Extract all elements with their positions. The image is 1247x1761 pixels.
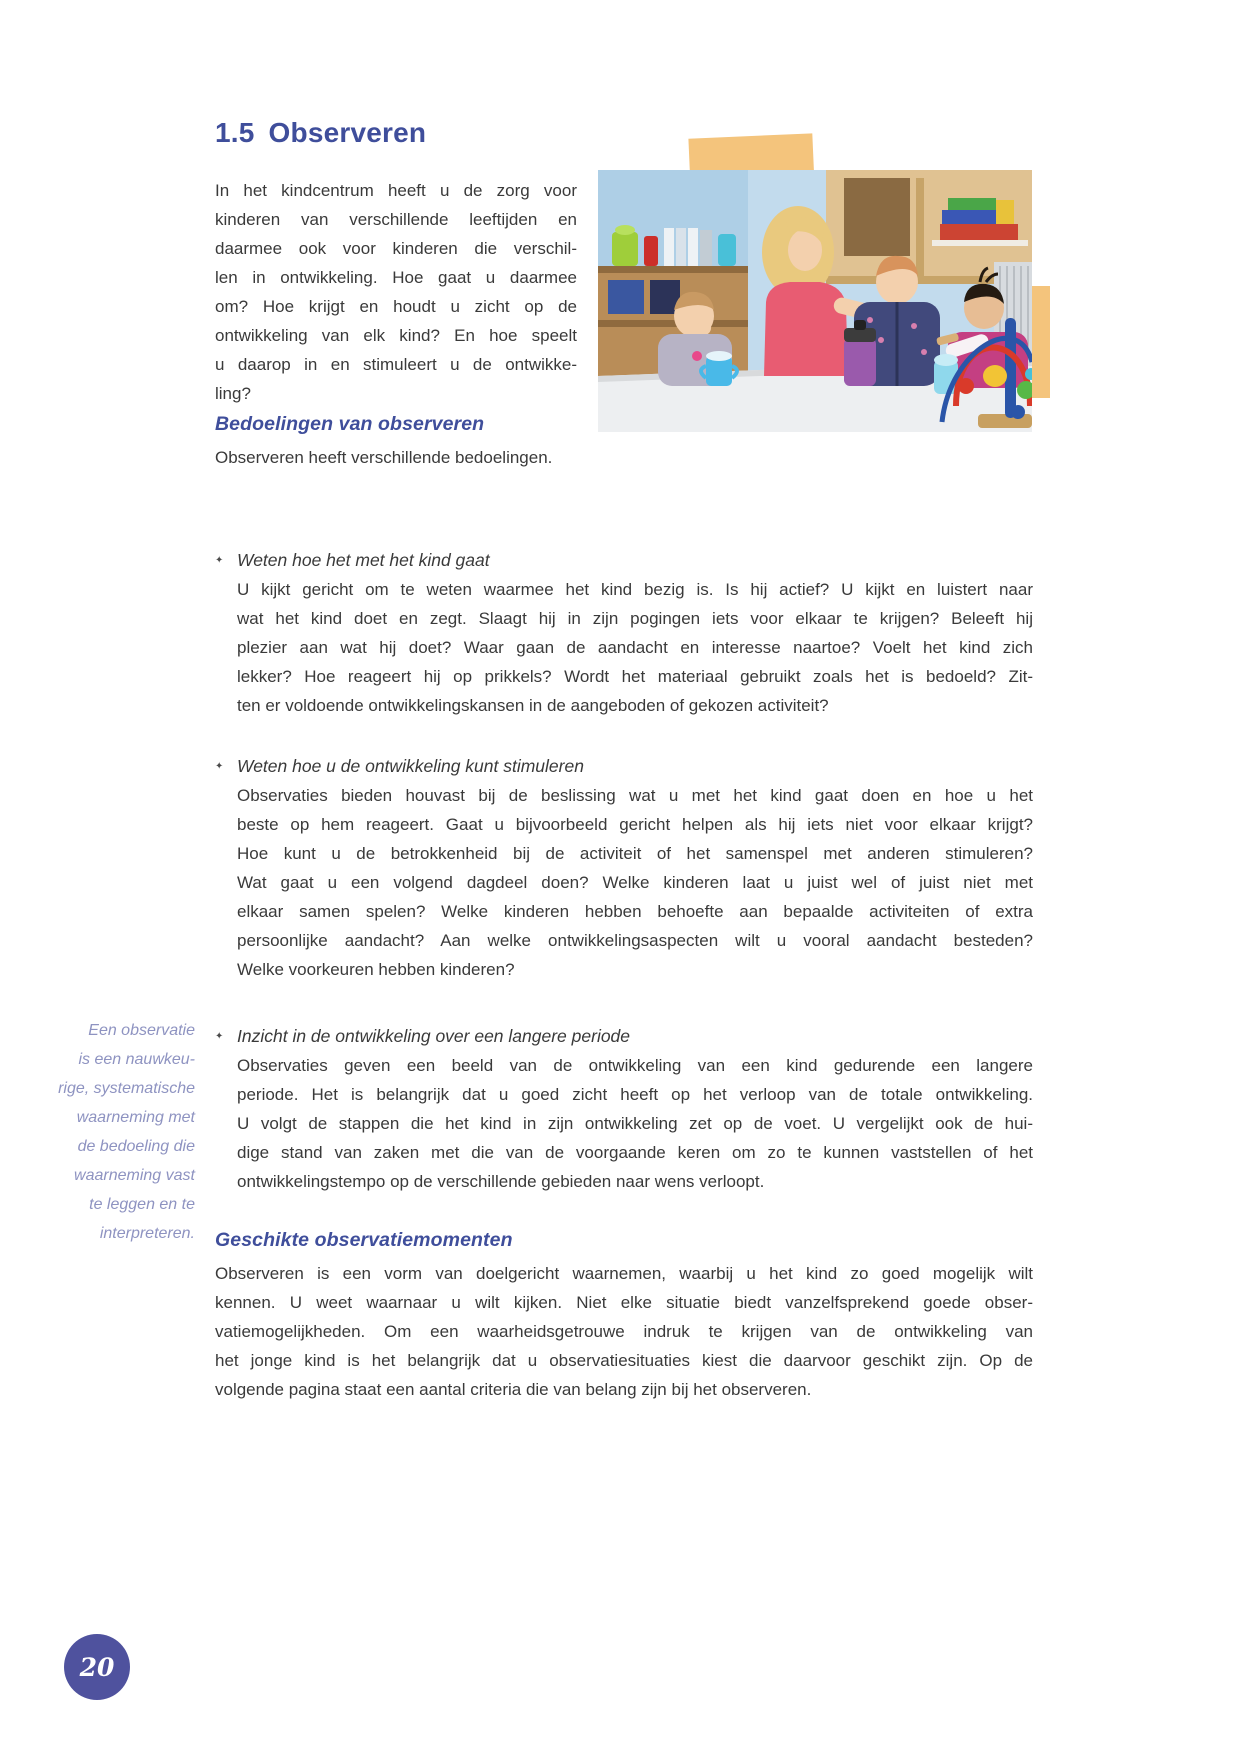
bullet-icon: ✦ [215,761,224,772]
text-line: ten er voldoende ontwikkelingskansen in de aangeboden of gekozen activiteit? [237,696,829,715]
page-number: 20 [79,1652,115,1682]
subsection-heading-geschikte: Geschikte observatiemomenten [215,1229,513,1251]
text-line: elkaar samen spelen? Welke kinderen hebben behoefte aan bepaalde activiteiten of extra [237,902,1033,921]
text-line: wat het kind doet en zegt. Slaagt hij in zijn pogingen iets voor elkaar te krijgen? Beleeft hij [237,609,1033,628]
bullet-item-3 [215,1022,1035,1196]
margin-note [50,1016,195,1248]
margin-note-line: rige, systematische [58,1080,195,1097]
intro-paragraph [215,176,577,408]
text-line: len in ontwikkeling. Hoe gaat u daarmee [215,268,577,287]
text-line: U kijkt gericht om te weten waarmee het kind bezig is. Is hij actief? U kijkt en luistert naar [237,580,1033,599]
text-line: dige stand van zaken met die van de voorgaande keren om zo te kunnen vaststellen of het [237,1143,1033,1162]
text-line: ling? [215,384,251,403]
text-line: kennen. U weet waarnaar u wilt kijken. Niet elke situatie biedt vanzelfsprekend goede obser- [215,1293,1033,1312]
text-line: het jonge kind is het belangrijk dat u observatiesituaties kiest die daarvoor geschikt zijn. Op de [215,1351,1033,1370]
text-line: lekker? Hoe reageert hij op prikkels? Wordt het materiaal gebruikt zoals het is bedoeld? Zit- [237,667,1033,686]
text-line: U volgt de stappen die het kind in zijn ontwikkeling zet op de voet. U vergelijkt ook de hui- [237,1114,1033,1133]
margin-note-line: te leggen en te [89,1196,195,1213]
text-line: periode. Het is belangrijk dat u goed zicht heeft op het verloop van de totale ontwikkeling. [237,1085,1033,1104]
bullet-paragraph [237,575,1033,720]
text-line: Observaties bieden houvast bij de beslissing wat u met het kind gaat doen en hoe u het [237,786,1033,805]
bullet-item-2 [215,752,1035,984]
bullet-paragraph [237,1051,1033,1196]
text-line: plezier aan wat hij doet? Waar gaan de aandacht en interesse naartoe? Voelt het kind zich [237,638,1033,657]
text-line: ontwikkelingstempo op de verschillende gebieden naar wens verloopt. [237,1172,765,1191]
bullet-icon: ✦ [215,1031,224,1042]
geschikte-paragraph [215,1259,1033,1404]
page-number-badge [64,1634,130,1700]
margin-note-line: waarneming met [76,1109,195,1126]
text-line: In het kindcentrum heeft u de zorg voor [215,181,577,200]
photo-children-daycare [598,170,1032,432]
text-line: beste op hem reageert. Gaat u bijvoorbeeld gericht helpen als hij iets niet voor elkaar krijgt? [237,815,1033,834]
margin-note-line: de bedoeling die [77,1138,195,1155]
text-line: Wat gaat u een volgend dagdeel doen? Welke kinderen laat u juist wel of juist niet met [237,873,1033,892]
bullet-title: Weten hoe het met het kind gaat [237,550,490,570]
section-title-text: Observeren [268,117,427,148]
section-number: 1.5 [215,117,255,148]
bullet-icon: ✦ [215,555,224,566]
subsection-heading-bedoelingen: Bedoelingen van observeren [215,413,485,435]
text-line: Observaties geven een beeld van de ontwikkeling van een kind gedurende een langere [237,1056,1033,1075]
bullet-paragraph [237,781,1033,984]
margin-note-line: Een observatie [88,1022,195,1039]
lead-sentence [215,443,1033,472]
text-line: volgende pagina staat een aantal criteria die van belang zijn bij het observeren. [215,1380,812,1399]
bullet-title: Inzicht in de ontwikkeling over een langere periode [237,1026,631,1046]
text-line: persoonlijke aandacht? Aan welke ontwikkelingsaspecten wilt u vooral aandacht besteden? [237,931,1033,950]
text-line: Observeren heeft verschillende bedoelingen. [215,448,553,467]
photo-illustration [598,170,1032,432]
margin-note-line: waarneming vast [74,1167,195,1184]
bullet-title: Weten hoe u de ontwikkeling kunt stimuleren [237,756,584,776]
text-line: vatiemogelijkheden. Om een waarheidsgetrouwe indruk te krijgen van de ontwikkeling van [215,1322,1033,1341]
text-line: Welke voorkeuren hebben kinderen? [237,960,515,979]
text-line: u daarop in en stimuleert u de ontwikke- [215,355,577,374]
page-title [215,117,426,149]
margin-note-line: interpreteren. [99,1225,195,1242]
margin-note-line: is een nauwkeu- [78,1051,195,1068]
text-line: om? Hoe krijgt en houdt u zicht op de [215,297,577,316]
text-line: daarmee ook voor kinderen die verschil- [215,239,577,258]
bullet-item-1 [215,546,1035,720]
text-line: ontwikkeling van elk kind? En hoe speelt [215,326,577,345]
text-line: Observeren is een vorm van doelgericht waarnemen, waarbij u het kind zo goed mogelijk wilt [215,1264,1033,1283]
text-line: Hoe kunt u de betrokkenheid bij de activiteit of het samenspel met anderen stimuleren? [237,844,1033,863]
text-line: kinderen van verschillende leeftijden en [215,210,577,229]
